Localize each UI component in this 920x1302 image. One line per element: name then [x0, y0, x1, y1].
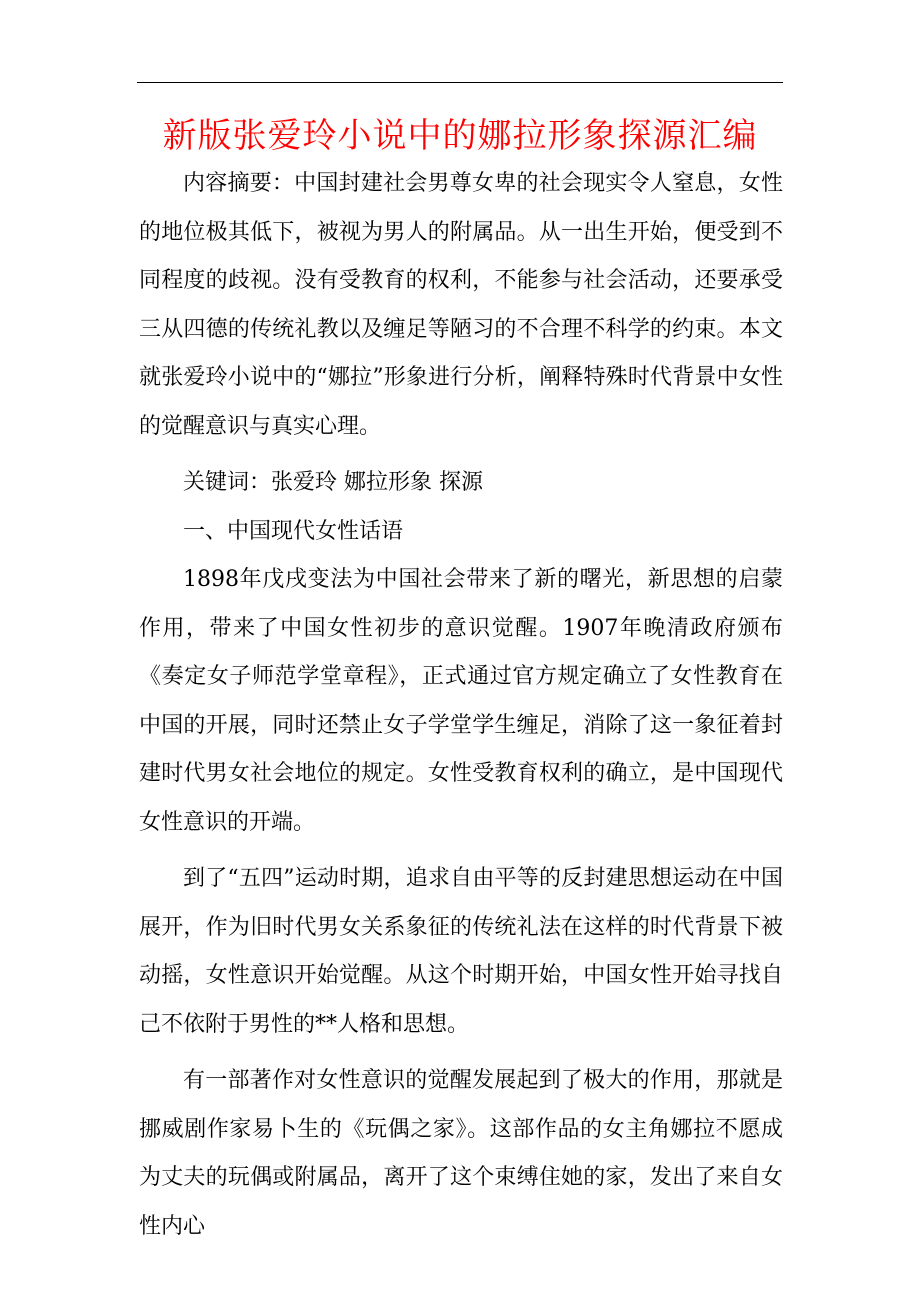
header-rule — [137, 82, 783, 83]
body-paragraph: 到了“五四”运动时期，追求自由平等的反封建思想运动在中国展开，作为旧时代男女关系象征的传统礼法在这样的时代背景下被动摇，女性意识开始觉醒。从这个时期开始，中国女性开始寻找自己不依附于男性的**人格和思想。 — [139, 866, 783, 1037]
body-paragraph: 1898年戊戌变法为中国社会带来了新的曙光，新思想的启蒙作用，带来了中国女性初步的意识觉醒。1907年晚清政府颁布《奏定女子师范学堂章程》，正式通过官方规定确立了女性教育在中国的开展，同时还禁止女子学堂学生缠足，消除了这一象征着封建时代男女社会地位的规定。女性受教育权利的确立，是中国现代女性意识的开端。 — [139, 567, 783, 835]
document-body — [139, 160, 783, 1251]
section-heading: 一、中国现代女性话语 — [183, 518, 404, 544]
document-title: 新版张爱玲小说中的娜拉形象探源汇编 — [162, 116, 758, 156]
body-paragraph: 有一部著作对女性意识的觉醒发展起到了极大的作用，那就是挪威剧作家易卜生的《玩偶之家》。这部作品的女主角娜拉不愿成为丈夫的玩偶或附属品，离开了这个束缚住她的家，发出了来自女性内心 — [139, 1068, 783, 1239]
keywords-line: 关键词：张爱玲 娜拉形象 探源 — [183, 470, 483, 495]
abstract-paragraph: 内容摘要：中国封建社会男尊女卑的社会现实令人窒息，女性的地位极其低下，被视为男人的附属品。从一出生开始，便受到不同程度的歧视。没有受教育的权利，不能参与社会活动，还要承受三从四德的传统礼教以及缠足等陋习的不合理不科学的约束。本文就张爱玲小说中的“娜拉”形象进行分析，阐释特殊时代背景中女性的觉醒意识与真实心理。 — [139, 171, 783, 439]
